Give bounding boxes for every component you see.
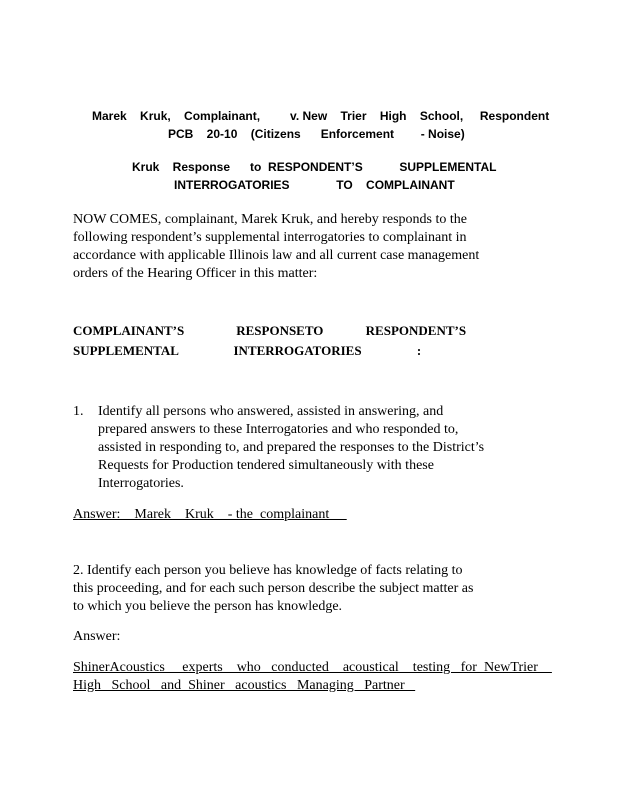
interrogatory-line: Requests for Production tendered simultaneously with these [98,458,434,473]
interrogatory-line: Identify all persons who answered, assisted in answering, and [98,404,444,419]
document-title-line-2: INTERROGATORIES TO COMPLAINANT [174,178,455,192]
answer-line: High School and Shiner acoustics Managing Partner [73,678,416,693]
interrogatory-line: this proceeding, and for each such person describe the subject matter as [73,581,474,596]
interrogatory-line: Interrogatories. [98,476,184,491]
intro-paragraph [73,211,531,283]
item-number: 1. [73,404,84,419]
case-caption: Marek Kruk, Complainant, v. New Trier High School, Respondent [92,109,550,123]
section-heading-line-2: SUPPLEMENTAL INTERROGATORIES : [73,343,422,358]
interrogatory-line: prepared answers to these Interrogatories and who responded to, [98,422,459,437]
section-heading-line-1: COMPLAINANT’S RESPONSETO RESPONDENT’S [73,323,467,338]
interrogatory-1-text [98,403,536,493]
document-title-line-1: Kruk Response to RESPONDENT’S SUPPLEMENTAL [132,160,497,174]
docket-line: PCB 20-10 (Citizens Enforcement - Noise) [168,127,465,141]
answer-line: ShinerAcoustics experts who conducted acoustical testing for NewTrier [73,660,552,675]
answer-1: Answer: Marek Kruk - the complainant [73,507,347,522]
intro-line: accordance with applicable Illinois law and all current case management [73,248,480,263]
interrogatory-line: assisted in responding to, and prepared the responses to the District’s [98,440,485,455]
intro-line: orders of the Hearing Officer in this matter: [73,266,318,281]
intro-line: NOW COMES, complainant, Marek Kruk, and hereby responds to the [73,212,467,227]
interrogatory-line: 2. Identify each person you believe has knowledge of facts relating to [73,563,463,578]
interrogatory-2-text [73,562,533,616]
answer-2 [73,659,552,695]
intro-line: following respondent’s supplemental interrogatories to complainant in [73,230,467,245]
answer-2-label: Answer: [73,629,121,644]
interrogatory-line: to which you believe the person has knowledge. [73,599,343,614]
